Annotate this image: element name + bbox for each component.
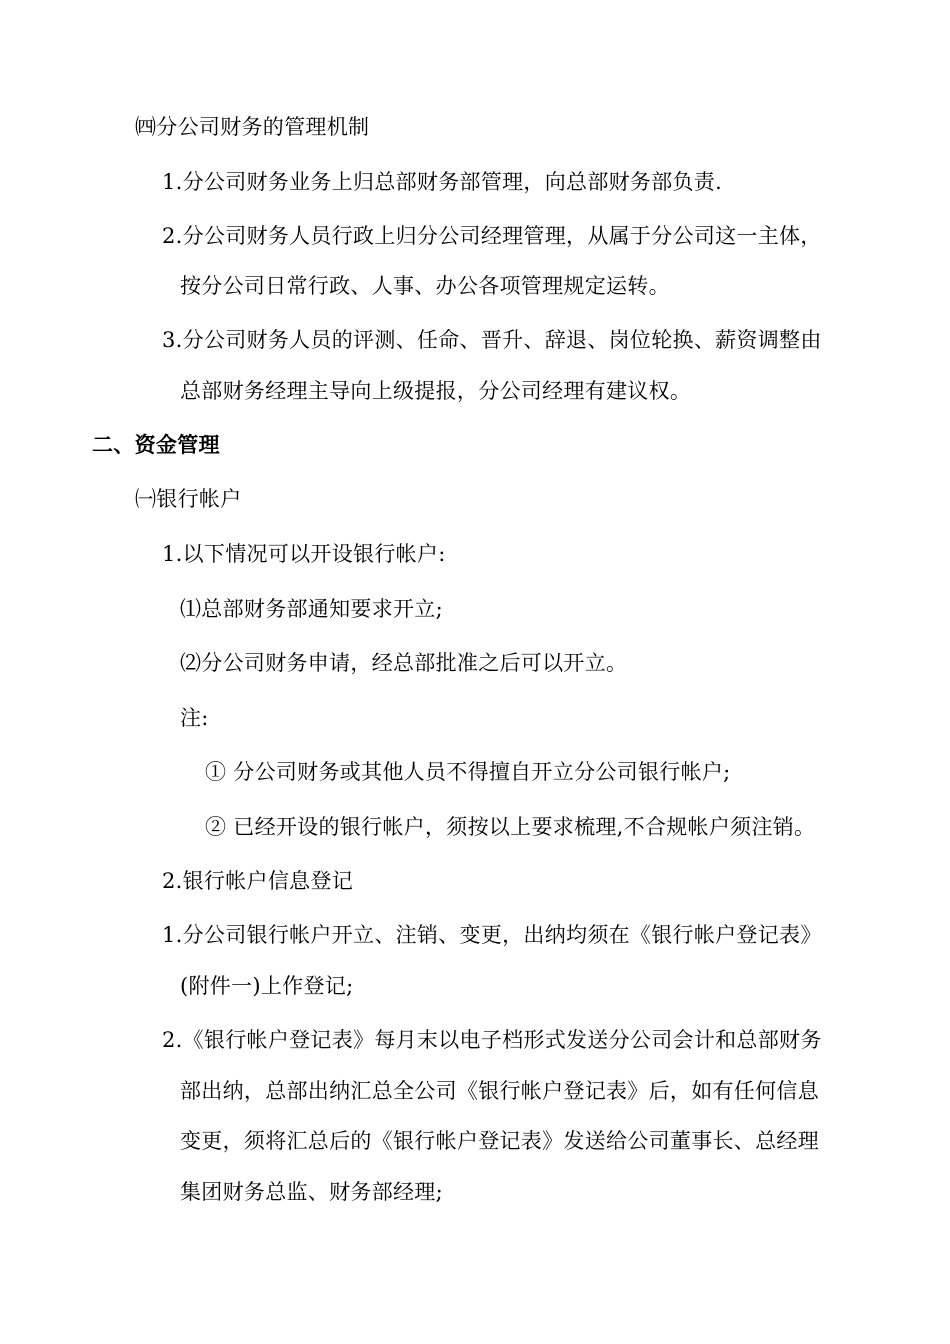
note-label: 注: bbox=[180, 706, 209, 730]
registration-item-1-line-2: (附件一)上作登记; bbox=[180, 974, 354, 998]
list-item-2-line-2: 按分公司日常行政、人事、办公各项管理规定运转。 bbox=[180, 274, 670, 298]
point-1-sub-b: ⑵分公司财务申请，经总部批准之后可以开立。 bbox=[180, 651, 628, 675]
point-1-sub-a: ⑴总部财务部通知要求开立; bbox=[180, 597, 443, 621]
section-title-management-mechanism: ㈣分公司财务的管理机制 bbox=[135, 115, 370, 139]
subsection-title-bank-account: ㈠银行帐户 bbox=[135, 487, 242, 511]
list-item-1: 1.分公司财务业务上归总部财务部管理，向总部财务部负责. bbox=[162, 170, 723, 194]
note-item-1: ① 分公司财务或其他人员不得擅自开立分公司银行帐户; bbox=[205, 760, 731, 784]
section-heading-funds-management: 二、资金管理 bbox=[92, 433, 220, 457]
registration-item-2-line-1: 2.《银行帐户登记表》每月末以电子档形式发送分公司会计和总部财务 bbox=[162, 1028, 822, 1052]
registration-item-2-line-4: 集团财务总监、财务部经理; bbox=[180, 1180, 443, 1204]
registration-item-1-line-1: 1.分公司银行帐户开立、注销、变更，出纳均须在《银行帐户登记表》 bbox=[162, 923, 822, 947]
note-item-2: ② 已经开设的银行帐户，须按以上要求梳理,不合规帐户须注销。 bbox=[205, 815, 816, 839]
point-1: 1.以下情况可以开设银行帐户: bbox=[162, 542, 446, 566]
registration-item-2-line-2: 部出纳，总部出纳汇总全公司《银行帐户登记表》后，如有任何信息 bbox=[180, 1079, 819, 1103]
list-item-3-line-2: 总部财务经理主导向上级提报，分公司经理有建议权。 bbox=[180, 379, 692, 403]
registration-item-2-line-3: 变更，须将汇总后的《银行帐户登记表》发送给公司董事长、总经理 bbox=[180, 1129, 819, 1153]
point-2: 2.银行帐户信息登记 bbox=[162, 869, 354, 893]
list-item-2-line-1: 2.分公司财务人员行政上归分公司经理管理，从属于分公司这一主体， bbox=[162, 224, 822, 248]
list-item-3-line-1: 3.分公司财务人员的评测、任命、晋升、辞退、岗位轮换、薪资调整由 bbox=[162, 328, 822, 352]
